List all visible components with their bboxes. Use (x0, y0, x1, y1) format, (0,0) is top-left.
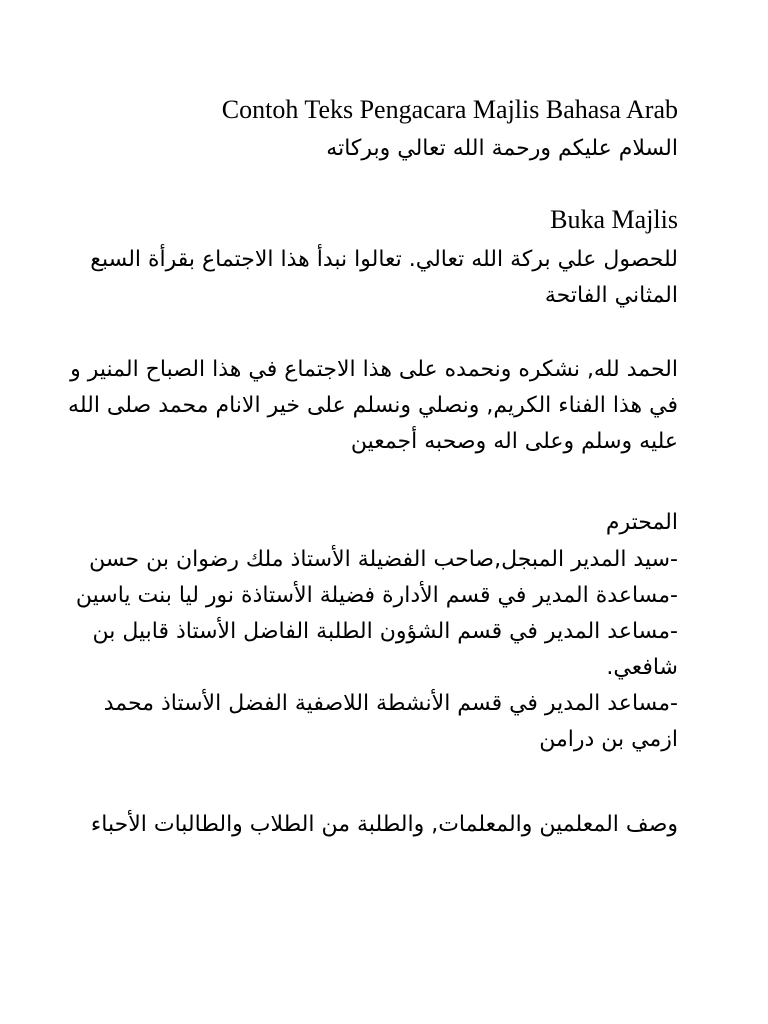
list-item: شافعي. (606, 655, 678, 680)
closing-line: وصف المعلمين والمعلمات, والطلبة من الطلاب والطالبات الأحباء (90, 812, 678, 837)
list-item: -سيد المدير المبجل,صاحب الفضيلة الأستاذ ملك رضوان بن حسن (89, 547, 678, 572)
paragraph-line: في هذا الفناء الكريم, ونصلي ونسلم على خير الانام محمد صلى الله (68, 393, 678, 418)
section-heading: Buka Majlis (550, 205, 678, 234)
honorific-heading: المحترم (605, 510, 678, 535)
greeting-line: السلام عليكم ورحمة الله تعالي وبركاته (326, 136, 678, 161)
list-item: -مساعدة المدير في قسم الأدارة فضيلة الأستاذة نور ليا بنت ياسين (75, 583, 678, 608)
paragraph-line: عليه وسلم وعلى اله وصحبه أجمعين (350, 429, 678, 454)
paragraph-line: للحصول علي بركة الله تعالي. تعالوا نبدأ هذا الاجتماع بقرأة السبع (90, 247, 678, 272)
dignitaries-list (76, 542, 678, 758)
list-item: ازمي بن درامن (539, 727, 678, 752)
paragraph-line: المثاني الفاتحة (544, 283, 678, 308)
document-title: Contoh Teks Pengacara Majlis Bahasa Arab (221, 95, 678, 124)
paragraph-line: الحمد لله, نشكره ونحمده على هذا الاجتماع في هذا الصباح المنير و (70, 357, 678, 382)
opening-paragraph (90, 242, 678, 314)
list-item: -مساعد المدير في قسم الشؤون الطلبة الفاضل الأستاذ قابيل بن (92, 619, 678, 644)
list-item: -مساعد المدير في قسم الأنشطة اللاصفية الفضل الأستاذ محمد (103, 691, 678, 716)
praise-paragraph (68, 352, 678, 460)
